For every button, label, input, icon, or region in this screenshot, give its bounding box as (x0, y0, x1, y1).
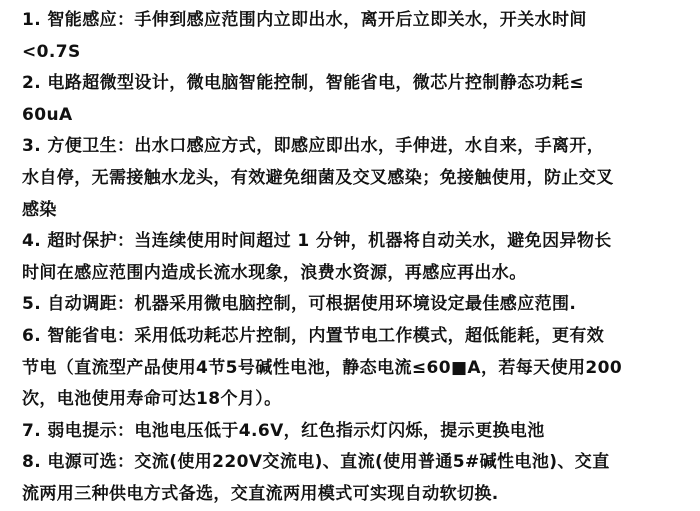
feature-list (22, 5, 692, 511)
feature-item-3 (22, 131, 692, 226)
feature-item-7 (22, 416, 692, 448)
feature-text-line: 5. 自动调距：机器采用微电脑控制，可根据使用环境设定最佳感应范围. (22, 294, 577, 315)
feature-item-1 (22, 5, 692, 68)
feature-text-line: 6. 智能省电：采用低功耗芯片控制，内置节电工作模式，超低能耗，更有效 (22, 325, 605, 346)
feature-text-line: 感染 (22, 199, 57, 220)
feature-text-line: 60uA (22, 104, 73, 125)
feature-text-line: 4. 超时保护：当连续使用时间超过 1 分钟，机器将自动关水，避免因异物长 (22, 231, 612, 252)
feature-text-line: 7. 弱电提示：电池电压低于4.6V，红色指示灯闪烁，提示更换电池 (22, 420, 545, 441)
feature-text-line: 1. 智能感应：手伸到感应范围内立即出水，离开后立即关水，开关水时间 (22, 10, 587, 30)
feature-text-line: 流两用三种供电方式备选，交直流两用模式可实现自动软切换. (22, 483, 499, 504)
feature-text-line: 2. 电路超微型设计，微电脑智能控制，智能省电，微芯片控制静态功耗≤ (22, 73, 585, 94)
feature-text-line: 节电（直流型产品使用4节5号碱性电池，静态电流≤60■A，若每天使用200 (22, 357, 623, 378)
feature-item-4 (22, 226, 692, 289)
feature-item-5 (22, 289, 692, 321)
feature-text-line: <0.7S (22, 41, 81, 62)
feature-text-line: 水自停，无需接触水龙头，有效避免细菌及交叉感染；免接触使用，防止交叉 (22, 167, 614, 188)
feature-item-6 (22, 321, 692, 416)
feature-text-line: 时间在感应范围内造成长流水现象，浪费水资源，再感应再出水。 (22, 262, 527, 283)
feature-text-line: 8. 电源可选：交流(使用220V交流电)、直流(使用普通5#碱性电池)、交直 (22, 452, 610, 473)
feature-text-line: 3. 方便卫生：出水口感应方式，即感应即出水，手伸进，水自来，手离开， (22, 136, 605, 157)
feature-item-8 (22, 447, 692, 510)
feature-text-line: 次，电池使用寿命可达18个月）。 (22, 389, 282, 410)
feature-item-2 (22, 68, 692, 131)
